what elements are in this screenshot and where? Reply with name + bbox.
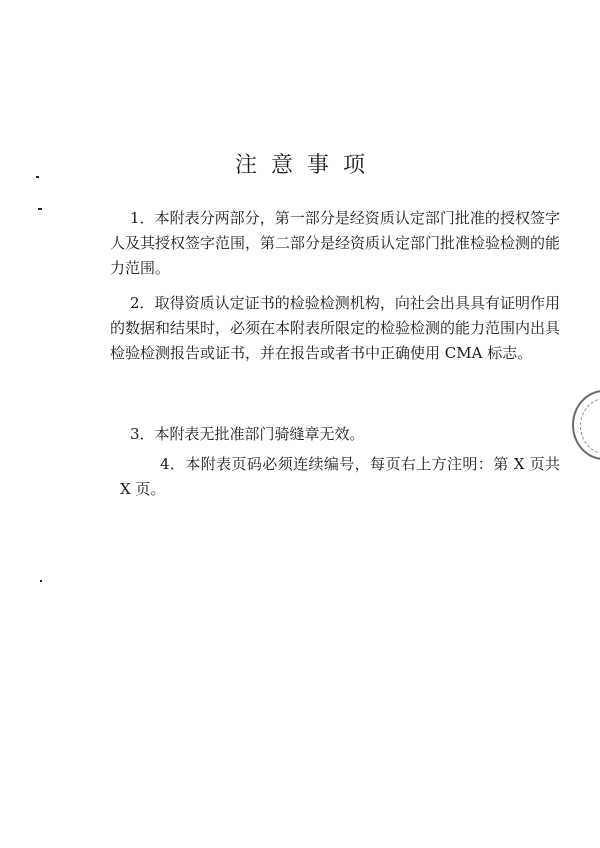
notice-item-3: 3．本附表无批准部门骑缝章无效。	[130, 425, 365, 443]
notice-item-2: 2．取得资质认定证书的检验检测机构，向社会出具具有证明作用的数据和结果时，必须在本附表所限定的检验检测的能力范围内出具检验检测报告或证书，并在报告或者书中正确使用 CMA 标志。	[110, 294, 561, 362]
scan-speck	[40, 580, 42, 582]
page-title: 注意事项	[234, 153, 379, 178]
scan-speck	[38, 208, 42, 210]
notice-item-1: 1．本附表分两部分，第一部分是经资质认定部门批准的授权签字人及其授权签字范围，第二部分是经资质认定部门批准检验检测的能力范围。	[110, 209, 561, 277]
notice-item-4: 4．本附表页码必须连续编号，每页右上方注明：第 X 页共 X 页。	[120, 455, 560, 498]
seal-stamp-icon	[572, 390, 600, 460]
seal-ring	[580, 398, 600, 454]
